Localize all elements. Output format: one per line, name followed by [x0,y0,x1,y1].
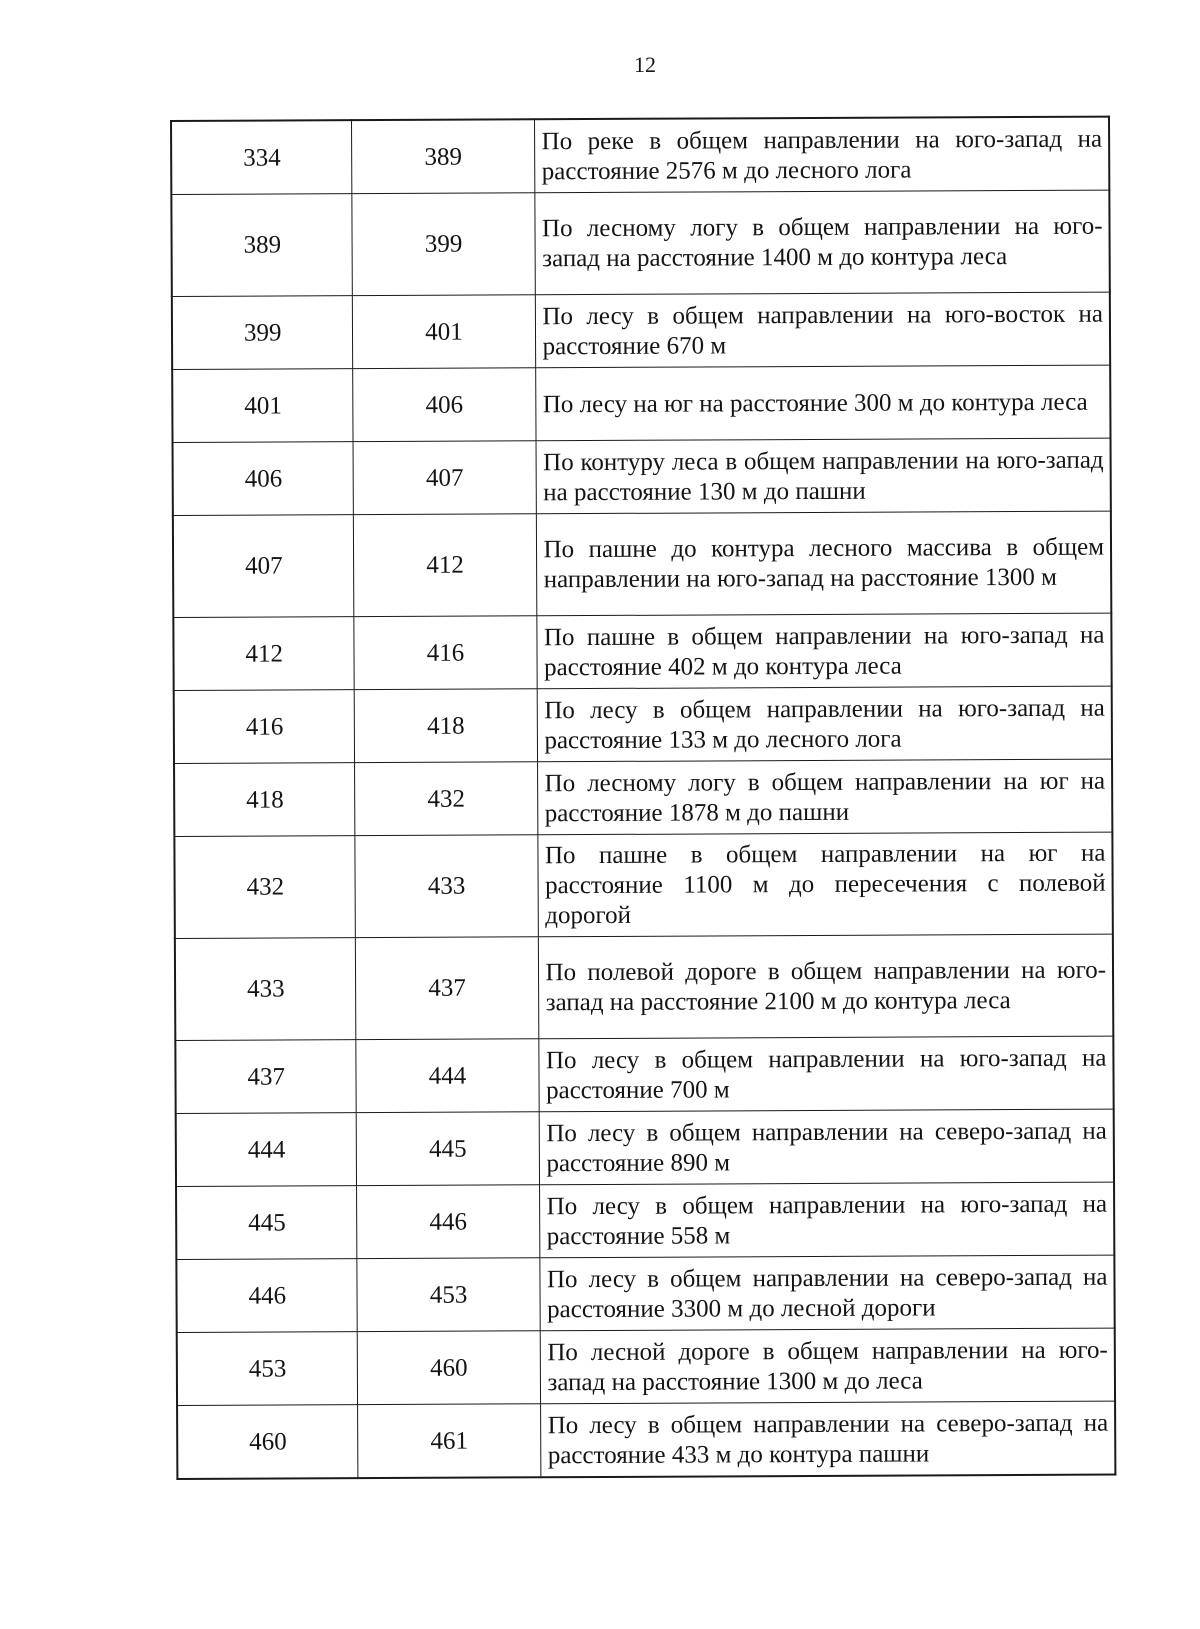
description-cell: По реке в общем направлении на юго-запад на расстояние 2576 м до лесного лога [534,117,1109,193]
table-row [174,686,1112,763]
description-cell: По лесу в общем направлении на юго-восток на расстояние 670 м [535,292,1110,368]
table-row [176,1255,1114,1332]
table-row [174,759,1112,836]
table-row [171,117,1109,195]
to-point-cell: 453 [356,1258,539,1332]
to-point-cell: 416 [353,616,536,690]
description-cell: По лесной дороге в общем направлении на юго-запад на расстояние 1300 м до леса [540,1328,1115,1404]
to-point-cell: 461 [357,1404,540,1478]
from-point-cell: 334 [171,120,351,194]
table-row [177,1328,1115,1405]
table-row [176,1182,1114,1259]
to-point-cell: 432 [354,762,537,836]
to-point-cell: 412 [353,514,536,617]
from-point-cell: 437 [175,1040,355,1114]
description-cell: По лесу в общем направлении на юго-запад на расстояние 700 м [538,1036,1113,1112]
from-point-cell: 389 [171,194,351,297]
from-point-cell: 433 [175,938,355,1041]
from-point-cell: 460 [177,1405,357,1479]
table-row [173,613,1111,690]
to-point-cell: 406 [352,368,535,442]
to-point-cell: 418 [354,689,537,763]
table-row [173,511,1111,617]
table-row [176,1109,1114,1186]
table-row [173,438,1111,515]
from-point-cell: 406 [173,442,353,516]
table-body [171,117,1115,1479]
from-point-cell: 399 [172,296,352,370]
boundary-description-table [170,116,1116,1480]
to-point-cell: 460 [357,1331,540,1405]
table-row [172,292,1110,369]
from-point-cell: 401 [172,369,352,443]
table-row [177,1401,1115,1479]
to-point-cell: 389 [351,119,534,193]
description-cell: По пашне до контура лесного массива в общем направлении на юго-запад на расстояние 1300 м [536,511,1111,616]
description-cell: По пашне в общем направлении на юг на расстояние 1100 м до пересечения с полевой дорогой [537,832,1112,937]
from-point-cell: 407 [173,515,353,618]
to-point-cell: 433 [354,835,537,938]
from-point-cell: 446 [176,1259,356,1333]
table-row [175,934,1113,1040]
description-cell: По полевой дороге в общем направлении на юго-запад на расстояние 2100 м до контура леса [538,934,1113,1039]
description-cell: По лесу на юг на расстояние 300 м до контура леса [535,365,1110,441]
from-point-cell: 432 [174,836,354,939]
to-point-cell: 437 [355,937,538,1040]
page-number: 12 [634,52,656,77]
from-point-cell: 412 [173,617,353,691]
description-cell: По контуру леса в общем направлении на юго-запад на расстояние 130 м до пашни [536,438,1111,514]
table-row [172,365,1110,442]
to-point-cell: 444 [355,1039,538,1113]
from-point-cell: 444 [176,1113,356,1187]
to-point-cell: 401 [352,295,535,369]
to-point-cell: 407 [353,441,536,515]
description-cell: По лесу в общем направлении на северо-запад на расстояние 433 м до контура пашни [540,1401,1115,1477]
from-point-cell: 418 [174,763,354,837]
description-cell: По лесному логу в общем направлении на юго-запад на расстояние 1400 м до контура леса [534,190,1109,295]
from-point-cell: 453 [177,1332,357,1406]
to-point-cell: 445 [356,1112,539,1186]
description-cell: По лесу в общем направлении на северо-запад на расстояние 890 м [539,1109,1114,1185]
from-point-cell: 445 [176,1186,356,1260]
table-row [175,1036,1113,1113]
table-row [174,832,1112,938]
description-cell: По лесу в общем направлении на юго-запад на расстояние 558 м [539,1182,1114,1258]
to-point-cell: 399 [351,193,534,296]
description-cell: По лесному логу в общем направлении на юг на расстояние 1878 м до пашни [537,759,1112,835]
description-cell: По пашне в общем направлении на юго-запад на расстояние 402 м до контура леса [536,613,1111,689]
table-row [171,190,1109,296]
from-point-cell: 416 [174,690,354,764]
description-cell: По лесу в общем направлении на юго-запад на расстояние 133 м до лесного лога [537,686,1112,762]
description-cell: По лесу в общем направлении на северо-запад на расстояние 3300 м до лесной дороги [539,1255,1114,1331]
to-point-cell: 446 [356,1185,539,1259]
